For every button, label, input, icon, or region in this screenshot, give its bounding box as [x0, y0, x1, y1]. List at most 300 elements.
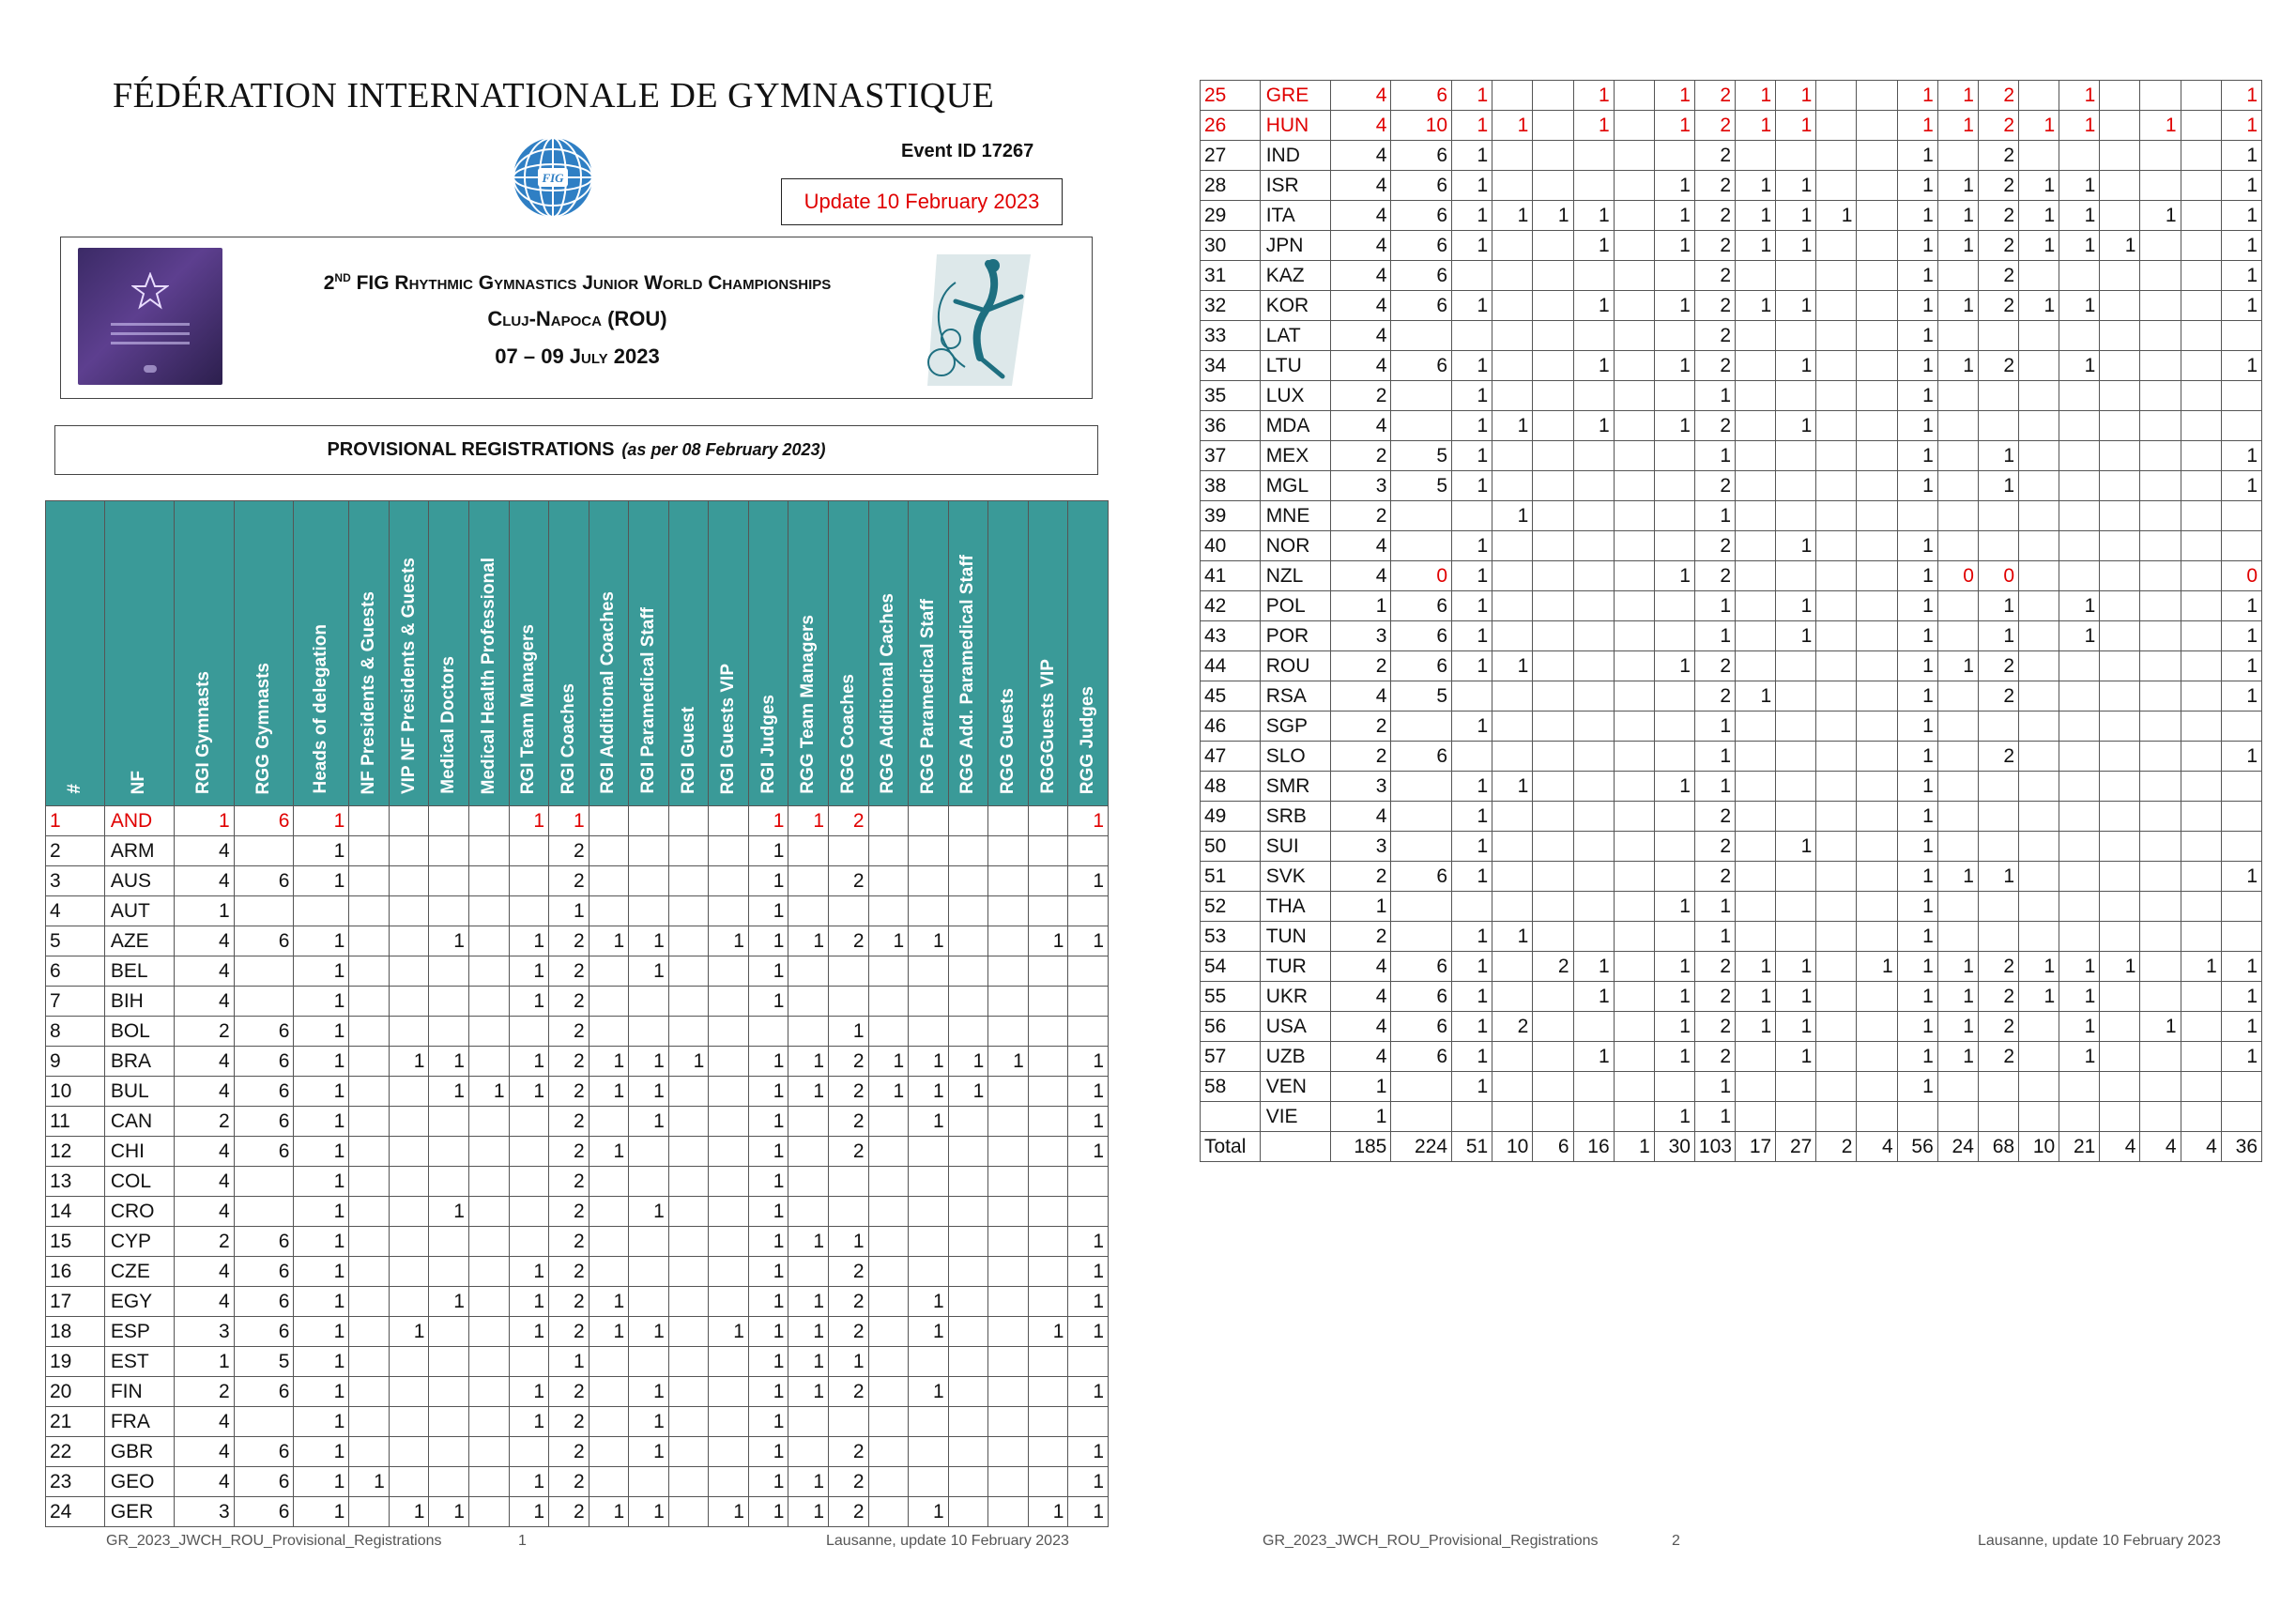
row-number-cell: 56: [1201, 1012, 1261, 1042]
count-cell: [2100, 621, 2140, 651]
count-cell: 56: [1897, 1132, 1937, 1162]
count-cell: [829, 956, 869, 987]
count-cell: 2: [549, 1017, 589, 1047]
count-cell: [1452, 681, 1492, 712]
count-cell: [2059, 531, 2100, 561]
count-cell: [2100, 411, 2140, 441]
count-cell: 1: [668, 1047, 709, 1077]
count-cell: 1: [748, 896, 788, 926]
count-cell: [234, 896, 294, 926]
count-cell: [1654, 501, 1694, 531]
count-cell: [1857, 1072, 1897, 1102]
count-cell: [1816, 1102, 1857, 1132]
count-cell: [1573, 802, 1614, 832]
count-cell: [1857, 321, 1897, 351]
count-cell: [2019, 1102, 2059, 1132]
count-cell: [389, 1407, 429, 1437]
count-cell: [2059, 321, 2100, 351]
count-cell: 1: [1937, 1042, 1978, 1072]
column-header: RGG Judges: [1068, 501, 1109, 806]
count-cell: [948, 1287, 988, 1317]
count-cell: [2181, 441, 2221, 471]
count-cell: [589, 1257, 629, 1287]
count-cell: [948, 806, 988, 836]
count-cell: [1816, 501, 1857, 531]
count-cell: [909, 1257, 949, 1287]
count-cell: [429, 1017, 469, 1047]
count-cell: 1: [909, 1107, 949, 1137]
count-cell: 1: [1452, 111, 1492, 141]
count-cell: 2: [1978, 81, 2018, 111]
count-cell: 1: [2140, 1012, 2181, 1042]
count-cell: 2: [829, 1137, 869, 1167]
count-cell: [2181, 291, 2221, 321]
count-cell: 4: [1330, 952, 1391, 982]
count-cell: 1: [549, 806, 589, 836]
count-cell: [589, 1407, 629, 1437]
count-cell: 1: [549, 896, 589, 926]
count-cell: 1: [1736, 111, 1776, 141]
count-cell: [2140, 531, 2181, 561]
count-cell: [2181, 201, 2221, 231]
count-cell: [1492, 591, 1533, 621]
count-cell: [829, 836, 869, 866]
count-cell: [2100, 171, 2140, 201]
count-cell: [868, 1377, 909, 1407]
fig-globe-icon: [510, 134, 596, 221]
count-cell: [429, 806, 469, 836]
nation-cell: AND: [104, 806, 174, 836]
count-cell: 2: [1694, 351, 1735, 381]
count-cell: [1816, 651, 1857, 681]
count-cell: 4: [174, 1077, 234, 1107]
count-cell: [1492, 1102, 1533, 1132]
count-cell: [1614, 411, 1654, 441]
count-cell: [1816, 922, 1857, 952]
count-cell: [2140, 1042, 2181, 1072]
count-cell: [234, 1407, 294, 1437]
count-cell: 1: [1452, 772, 1492, 802]
count-cell: 1: [868, 1047, 909, 1077]
count-cell: [629, 1287, 669, 1317]
count-cell: 1: [1654, 1102, 1694, 1132]
count-cell: [909, 1437, 949, 1467]
table-row: [1201, 111, 2262, 141]
count-cell: [868, 1317, 909, 1347]
count-cell: [1654, 141, 1694, 171]
count-cell: [629, 1137, 669, 1167]
count-cell: 2: [549, 1227, 589, 1257]
count-cell: 2: [1330, 381, 1391, 411]
count-cell: 1: [1694, 742, 1735, 772]
count-cell: [709, 987, 749, 1017]
count-cell: [1857, 411, 1897, 441]
column-header: #: [46, 501, 105, 806]
count-cell: [1533, 531, 1573, 561]
count-cell: 1: [1776, 111, 1816, 141]
count-cell: [948, 866, 988, 896]
column-header: RGI Gymnasts: [174, 501, 234, 806]
count-cell: [1492, 261, 1533, 291]
table-row: [1201, 261, 2262, 291]
count-cell: 1: [1897, 862, 1937, 892]
count-cell: [1978, 802, 2018, 832]
count-cell: [2100, 351, 2140, 381]
count-cell: [234, 1197, 294, 1227]
count-cell: 1: [294, 866, 349, 896]
count-cell: [1937, 471, 1978, 501]
nation-cell: ESP: [104, 1317, 174, 1347]
count-cell: [1492, 832, 1533, 862]
count-cell: [2221, 501, 2261, 531]
nation-cell: BIH: [104, 987, 174, 1017]
nation-cell: LAT: [1260, 321, 1330, 351]
count-cell: [1857, 441, 1897, 471]
count-cell: [788, 1137, 829, 1167]
nation-cell: BRA: [104, 1047, 174, 1077]
count-cell: 1: [1068, 1077, 1109, 1107]
count-cell: 1: [1492, 772, 1533, 802]
count-cell: [1391, 772, 1452, 802]
count-cell: [509, 1347, 549, 1377]
count-cell: [1573, 621, 1614, 651]
table-row: [1201, 81, 2262, 111]
count-cell: 1: [2059, 81, 2100, 111]
count-cell: [2181, 651, 2221, 681]
count-cell: [1654, 381, 1694, 411]
count-cell: [2140, 681, 2181, 712]
count-cell: [1857, 922, 1897, 952]
count-cell: [1736, 501, 1776, 531]
count-cell: [468, 1197, 509, 1227]
count-cell: 2: [549, 956, 589, 987]
count-cell: [909, 836, 949, 866]
column-header: RGI Judges: [748, 501, 788, 806]
count-cell: 1: [1897, 111, 1937, 141]
count-cell: [948, 1137, 988, 1167]
count-cell: [709, 1137, 749, 1167]
count-cell: [2181, 141, 2221, 171]
count-cell: 1: [1736, 291, 1776, 321]
count-cell: 1: [1452, 862, 1492, 892]
count-cell: 1: [629, 1437, 669, 1467]
count-cell: [1391, 892, 1452, 922]
count-cell: [1857, 81, 1897, 111]
count-cell: [429, 1377, 469, 1407]
count-cell: 1: [1897, 802, 1937, 832]
row-number-cell: 50: [1201, 832, 1261, 862]
count-cell: [349, 836, 390, 866]
count-cell: [2059, 141, 2100, 171]
count-cell: [1776, 381, 1816, 411]
count-cell: 24: [1937, 1132, 1978, 1162]
nation-cell: UZB: [1260, 1042, 1330, 1072]
count-cell: [2100, 681, 2140, 712]
count-cell: 1: [629, 1107, 669, 1137]
count-cell: [2019, 471, 2059, 501]
count-cell: 2: [1816, 1132, 1857, 1162]
count-cell: [389, 1077, 429, 1107]
count-cell: 6: [1391, 742, 1452, 772]
count-cell: [2140, 411, 2181, 441]
count-cell: [1654, 862, 1694, 892]
count-cell: 2: [829, 1467, 869, 1497]
count-cell: 1: [788, 1047, 829, 1077]
count-cell: 1: [509, 1497, 549, 1527]
count-cell: [1736, 441, 1776, 471]
count-cell: [868, 806, 909, 836]
count-cell: [668, 1257, 709, 1287]
count-cell: 1: [2221, 621, 2261, 651]
count-cell: [1533, 982, 1573, 1012]
count-cell: 1: [1654, 111, 1694, 141]
count-cell: [1736, 531, 1776, 561]
count-cell: 1: [1068, 1287, 1109, 1317]
count-cell: [2019, 141, 2059, 171]
count-cell: 1: [748, 1347, 788, 1377]
count-cell: 1: [748, 1227, 788, 1257]
count-cell: 1: [2019, 231, 2059, 261]
count-cell: [1533, 742, 1573, 772]
count-cell: 1: [629, 1377, 669, 1407]
count-cell: [988, 806, 1029, 836]
count-cell: [1654, 832, 1694, 862]
count-cell: 1: [509, 806, 549, 836]
count-cell: [1816, 1072, 1857, 1102]
count-cell: [2100, 922, 2140, 952]
count-cell: 1: [748, 956, 788, 987]
count-cell: [2100, 651, 2140, 681]
count-cell: [909, 1407, 949, 1437]
count-cell: 1: [1694, 1072, 1735, 1102]
count-cell: [468, 1437, 509, 1467]
count-cell: 1: [1452, 712, 1492, 742]
count-cell: [1614, 501, 1654, 531]
count-cell: [2100, 291, 2140, 321]
table-row: [46, 1017, 1109, 1047]
count-cell: 2: [1694, 321, 1735, 351]
count-cell: 1: [2221, 651, 2261, 681]
count-cell: [2221, 531, 2261, 561]
count-cell: [629, 1347, 669, 1377]
count-cell: 1: [294, 1317, 349, 1347]
count-cell: [2100, 261, 2140, 291]
table-row: [46, 1047, 1109, 1077]
count-cell: [509, 1017, 549, 1047]
count-cell: 1: [1736, 81, 1776, 111]
table-row: [1201, 501, 2262, 531]
count-cell: 6: [1391, 591, 1452, 621]
count-cell: 1: [709, 1317, 749, 1347]
count-cell: [829, 987, 869, 1017]
count-cell: 1: [1694, 501, 1735, 531]
count-cell: [1028, 806, 1068, 836]
count-cell: [709, 866, 749, 896]
count-cell: 4: [174, 1167, 234, 1197]
count-cell: 1: [1694, 772, 1735, 802]
count-cell: 1: [429, 1197, 469, 1227]
count-cell: [1776, 712, 1816, 742]
count-cell: 4: [1330, 982, 1391, 1012]
count-cell: 1: [294, 1257, 349, 1287]
count-cell: 1: [1897, 742, 1937, 772]
count-cell: [1614, 1102, 1654, 1132]
count-cell: [629, 866, 669, 896]
count-cell: [709, 1377, 749, 1407]
table-row: [1201, 651, 2262, 681]
count-cell: [1614, 81, 1654, 111]
count-cell: 1: [294, 1107, 349, 1137]
nation-cell: KAZ: [1260, 261, 1330, 291]
count-cell: [1776, 892, 1816, 922]
count-cell: 0: [1978, 561, 2018, 591]
count-cell: [1573, 531, 1614, 561]
count-cell: [2100, 531, 2140, 561]
count-cell: [1533, 1012, 1573, 1042]
table-row: [1201, 591, 2262, 621]
count-cell: [1776, 681, 1816, 712]
column-header: RGG Additional Caches: [868, 501, 909, 806]
count-cell: [349, 896, 390, 926]
count-cell: 4: [174, 1047, 234, 1077]
count-cell: 6: [1391, 1042, 1452, 1072]
count-cell: 1: [1857, 952, 1897, 982]
count-cell: 4: [1330, 531, 1391, 561]
count-cell: 1: [629, 1077, 669, 1107]
count-cell: 1: [1452, 291, 1492, 321]
count-cell: 1: [629, 956, 669, 987]
count-cell: 1: [1897, 712, 1937, 742]
count-cell: [389, 896, 429, 926]
count-cell: [2019, 411, 2059, 441]
table-row: [1201, 621, 2262, 651]
count-cell: [1533, 501, 1573, 531]
count-cell: 1: [1068, 926, 1109, 956]
count-cell: [2221, 1072, 2261, 1102]
count-cell: [1816, 471, 1857, 501]
count-cell: 1: [868, 1077, 909, 1107]
count-cell: [1573, 261, 1614, 291]
count-cell: [2059, 742, 2100, 772]
count-cell: 1: [709, 1497, 749, 1527]
count-cell: [1736, 561, 1776, 591]
row-number-cell: 24: [46, 1497, 105, 1527]
count-cell: 1: [1654, 231, 1694, 261]
count-cell: 5: [1391, 471, 1452, 501]
count-cell: [2019, 381, 2059, 411]
count-cell: [2181, 411, 2221, 441]
count-cell: 4: [1330, 681, 1391, 712]
count-cell: [2100, 381, 2140, 411]
table-row: [1201, 772, 2262, 802]
count-cell: 4: [174, 1407, 234, 1437]
count-cell: 1: [2019, 111, 2059, 141]
count-cell: [668, 1377, 709, 1407]
count-cell: 2: [1330, 922, 1391, 952]
count-cell: [1533, 231, 1573, 261]
count-cell: [948, 1017, 988, 1047]
count-cell: [1937, 681, 1978, 712]
count-cell: [2059, 832, 2100, 862]
nation-cell: UKR: [1260, 982, 1330, 1012]
count-cell: 4: [1330, 141, 1391, 171]
count-cell: 5: [234, 1347, 294, 1377]
count-cell: [1492, 141, 1533, 171]
count-cell: 1: [1068, 1257, 1109, 1287]
championship-name: 2ND FIG Rhythmic Gymnastics Junior World Championships: [323, 271, 832, 294]
count-cell: 1: [2019, 982, 2059, 1012]
count-cell: 1: [1694, 621, 1735, 651]
count-cell: [1614, 531, 1654, 561]
rhythmic-gymnast-logo-icon: [899, 245, 1059, 390]
count-cell: 1: [1068, 1377, 1109, 1407]
nation-cell: MDA: [1260, 411, 1330, 441]
count-cell: 1: [1533, 201, 1573, 231]
count-cell: 1: [589, 926, 629, 956]
count-cell: [1816, 261, 1857, 291]
count-cell: 1: [509, 1317, 549, 1347]
count-cell: 1: [748, 866, 788, 896]
count-cell: 1: [509, 1077, 549, 1107]
count-cell: [868, 956, 909, 987]
count-cell: [1533, 922, 1573, 952]
count-cell: [2059, 261, 2100, 291]
count-cell: [1736, 471, 1776, 501]
count-cell: [2140, 982, 2181, 1012]
row-number-cell: 26: [1201, 111, 1261, 141]
count-cell: [429, 1467, 469, 1497]
count-cell: 10: [1391, 111, 1452, 141]
count-cell: [1533, 351, 1573, 381]
row-number-cell: 43: [1201, 621, 1261, 651]
count-cell: 2: [549, 836, 589, 866]
championship-info: [249, 261, 906, 375]
count-cell: 1: [294, 1407, 349, 1437]
count-cell: [468, 1497, 509, 1527]
table-row: [1201, 201, 2262, 231]
count-cell: [988, 1347, 1029, 1377]
count-cell: [1614, 621, 1654, 651]
count-cell: [709, 1167, 749, 1197]
count-cell: 4: [1330, 261, 1391, 291]
svg-text:FIG: FIG: [542, 171, 564, 185]
count-cell: [589, 1167, 629, 1197]
count-cell: [1533, 261, 1573, 291]
count-cell: [1028, 1257, 1068, 1287]
count-cell: 1: [1492, 501, 1533, 531]
count-cell: [1573, 171, 1614, 201]
count-cell: [1492, 381, 1533, 411]
count-cell: 2: [549, 1467, 589, 1497]
count-cell: [1452, 1102, 1492, 1132]
count-cell: [468, 1047, 509, 1077]
count-cell: [909, 866, 949, 896]
count-cell: 1: [509, 1287, 549, 1317]
count-cell: 1: [1776, 171, 1816, 201]
count-cell: 1: [349, 1467, 390, 1497]
table-row: [1201, 892, 2262, 922]
count-cell: 1: [2221, 591, 2261, 621]
count-cell: [788, 987, 829, 1017]
count-cell: 1: [788, 1077, 829, 1107]
count-cell: 1: [1452, 651, 1492, 681]
count-cell: 1: [1897, 231, 1937, 261]
count-cell: 2: [829, 866, 869, 896]
count-cell: [1028, 866, 1068, 896]
count-cell: [1573, 892, 1614, 922]
count-cell: 1: [2221, 141, 2261, 171]
count-cell: 2: [1694, 231, 1735, 261]
